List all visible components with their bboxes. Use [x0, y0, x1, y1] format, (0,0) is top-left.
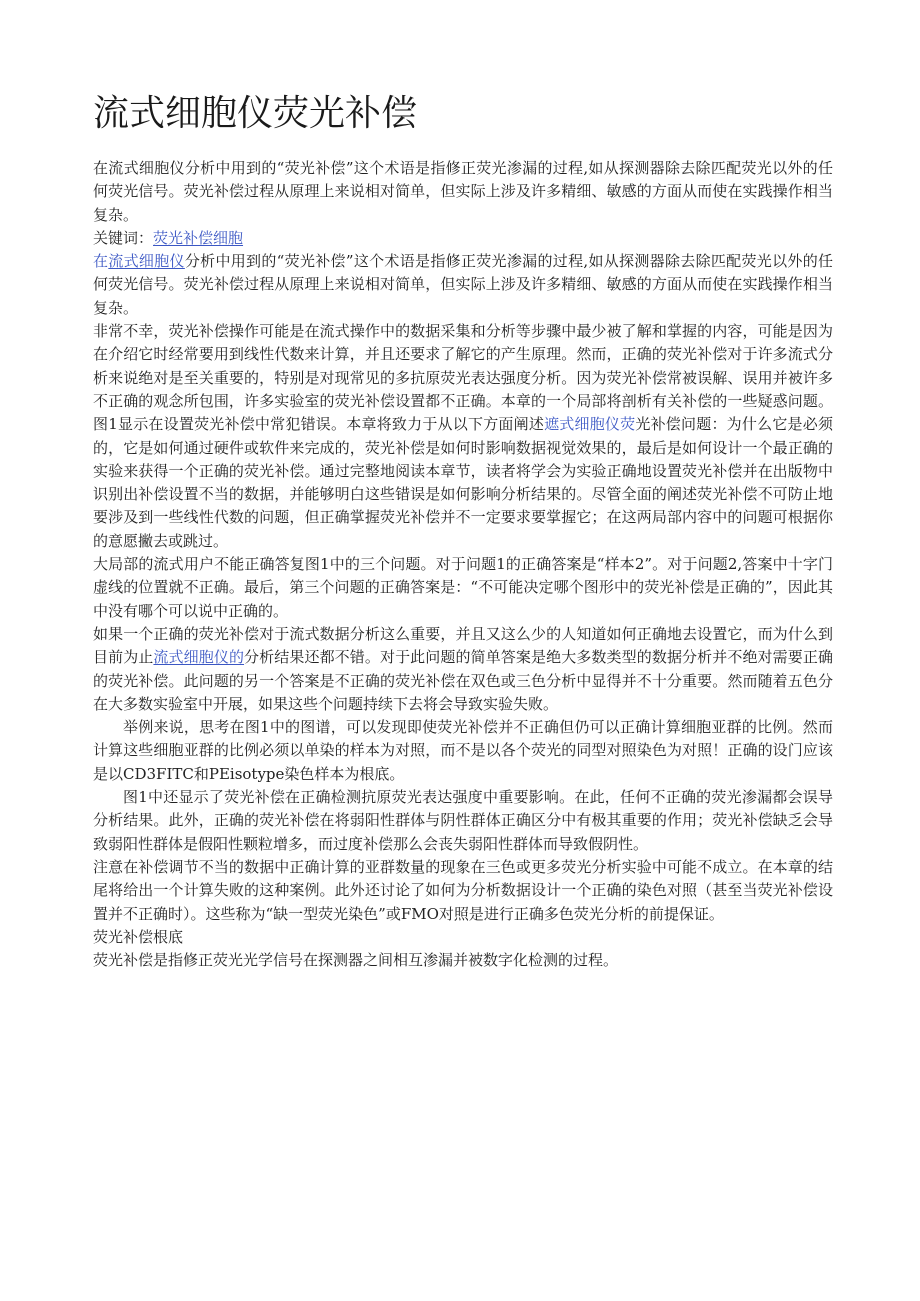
- paragraph-2: [93, 250, 833, 320]
- p2-prefix-link[interactable]: 在: [93, 252, 109, 271]
- paragraph-4: 大局部的流式用户不能正确答复图1中的三个问题。对于问题1的正确答案是“样本2”。对于问题2,答案中十字门虚线的位置就不正确。最后，第三个问题的正确答案是：“不可能决定哪个图形中的荧光补偿是正确的”，因此其中没有哪个可以说中正确的。: [93, 555, 833, 620]
- document-body: [93, 157, 833, 972]
- paragraph-7: 图1中还显示了荧光补偿在正确检测抗原荧光表达强度中重要影响。在此，任何不正确的荧光渗漏都会误导分析结果。此外，正确的荧光补偿在将弱阳性群体与阴性群体正确区分中有极其重要的作用；荧光补偿缺乏会导致弱阳性群体是假阳性颗粒增多，而过度补偿那么会丧失弱阳性群体而导致假阴性。: [93, 788, 833, 853]
- keywords-label: 关键词：: [93, 228, 154, 247]
- paragraph-5: [93, 623, 833, 716]
- p5-text-2: 分析结果还都不错。对于此问题的简单答案是绝大多数类型的数据分析并不绝对需要正确的荧光补偿。此问题的另一个答案是不正确的荧光补偿在双色或三色分析中显得并不十分重要。然而随着五色分在大多数实验室中开展，如果这些个问题持续下去将会导致实验失败。: [93, 648, 833, 713]
- paragraph-3: [93, 320, 833, 553]
- p3-inline-link[interactable]: 遮式细胞仪荧: [544, 415, 636, 434]
- p3-text-2: 光补偿问题：为什么它是必须的，它是如何通过硬件或软件来完成的，荧光补偿是如何时影响数据视觉效果的，最后是如何设计一个最正确的实验来获得一个正确的荧光补偿。通过完整地阅读本章节，读者将学会为实验正确地设置荧光补偿并在出版物中识别出补偿设置不当的数据，并能够明白这些错误是如何影响分析结果的。尽管全面的阐述荧光补偿不可防止地要涉及到一些线性代数的问题，但正确掌握荧光补偿并不一定要求要掌握它；在这两局部内容中的问题可根据你的意愿撇去或跳过。: [93, 415, 833, 550]
- section-heading: 荧光补偿根底: [93, 927, 184, 946]
- paragraph-9: 荧光补偿是指修正荧光光学信号在探测器之间相互渗漏并被数字化检测的过程。: [93, 951, 619, 970]
- paragraph-8: 注意在补偿调节不当的数据中正确计算的亚群数量的现象在三色或更多荧光分析实验中可能不成立。在本章的结尾将给出一个计算失败的这种案例。此外还讨论了如何为分析数据设计一个正确的染色对照（甚至当荧光补偿设置并不正确时）。这些称为“缺一型荧光染色”或FMO对照是进行正确多色荧光分析的前提保证。: [93, 857, 833, 923]
- document-page: [93, 88, 833, 972]
- page-title: 流式细胞仪荧光补偿: [93, 93, 418, 134]
- p2-text: 分析中用到的“荧光补偿”这个术语是指修正荧光渗漏的过程,如从探测器除去除匹配荧光以外的任何荧光信号。荧光补偿过程从原理上来说相对简单，但实际上涉及许多精细、敏感的方面从而使在实践操作相当复杂。: [93, 252, 833, 317]
- intro-paragraph: 在流式细胞仪分析中用到的“荧光补偿”这个术语是指修正荧光渗漏的过程,如从探测器除去除匹配荧光以外的任何荧光信号。荧光补偿过程从原理上来说相对简单，但实际上涉及许多精细、敏感的方面从而使在实践操作相当复杂。: [93, 159, 833, 224]
- keywords-line: [93, 227, 833, 250]
- paragraph-6: 举例来说，思考在图1中的图谱，可以发现即使荧光补偿并不正确但仍可以正确计算细胞亚群的比例。然而计算这些细胞亚群的比例必须以单染的样本为对照，而不是以各个荧光的同型对照染色为对照！正确的设门应该是以CD3FITC和PEisotype染色样本为根底。: [93, 718, 833, 783]
- p5-text-1: 如果一个正确的荧光补偿对于流式数据分析这么重要，并且又这么少的人知道如何正确地去设置它，而为什么到目前为止: [93, 624, 833, 667]
- keywords-link[interactable]: 荧光补偿细胞: [153, 228, 244, 247]
- p3-text-1: 非常不幸，荧光补偿操作可能是在流式操作中的数据采集和分析等步骤中最少被了解和掌握的内容，可能是因为在介绍它时经常要用到线性代数来计算，并且还要求了解它的产生原理。然而，正确的荧光补偿对于许多流式分析来说绝对是至关重要的，特别是对现常见的多抗原荧光表达强度分析。因为荧光补偿常被误解、误用并被许多不正确的观念所包围，许多实验室的荧光补偿设置都不正确。本章的一个局部将剖析有关补偿的一些疑惑问题。图1显示在设置荧光补偿中常犯错误。本章将致力于从以下方面阐述: [93, 322, 833, 434]
- flow-cytometer-link[interactable]: 流式细胞仪: [108, 252, 185, 271]
- p5-inline-link[interactable]: 流式细胞仪的: [153, 648, 245, 667]
